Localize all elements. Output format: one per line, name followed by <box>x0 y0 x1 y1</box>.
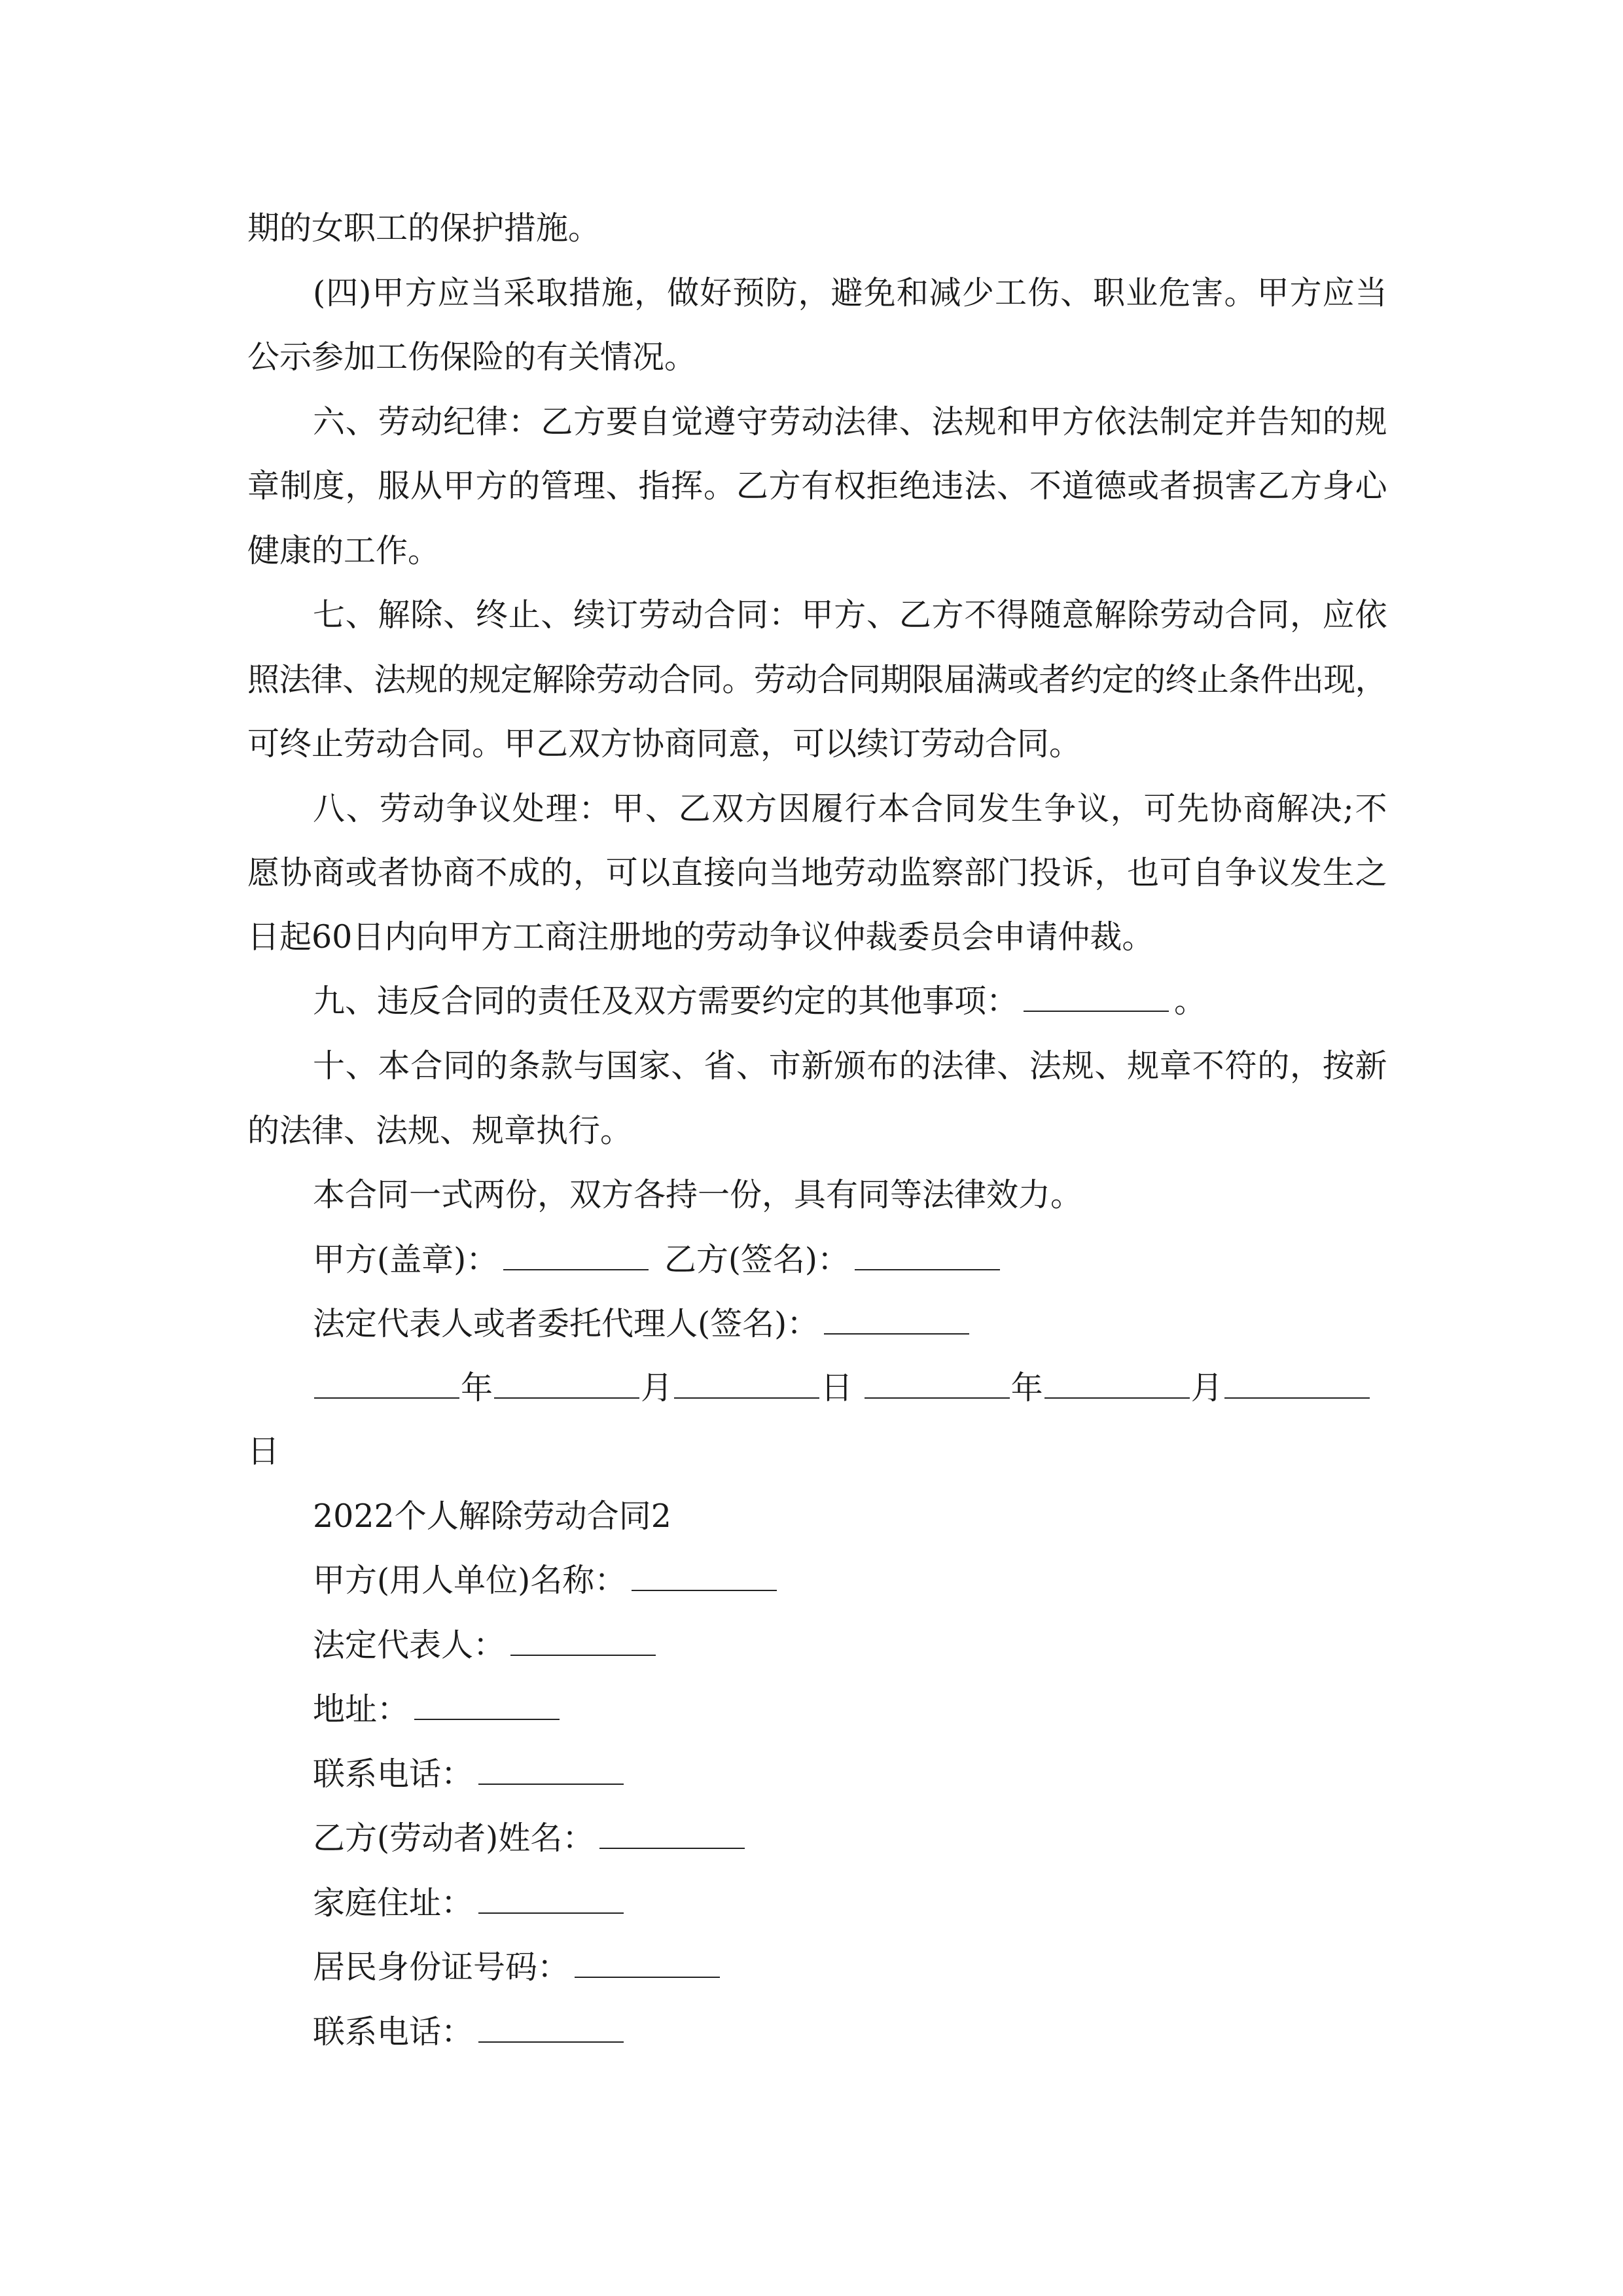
party-b-sign-field[interactable] <box>855 1240 1000 1270</box>
month-field[interactable] <box>1044 1369 1190 1399</box>
form-line <box>247 1946 1386 1988</box>
line-text: 七 、 解 除 、 终 止 、 续 订 劳 动 合 同 ： 甲 方 、 乙 方 不 得 随 意 解 除 劳 动 合 同 ， 应 依 <box>313 596 1386 634</box>
paragraph-line <box>247 272 1386 314</box>
representative-label: 法定代表人或者委托代理人(签名)： <box>313 1305 819 1342</box>
form-line <box>247 2011 1386 2053</box>
year-label: 年 <box>461 1369 493 1407</box>
line-text: 十 、 本 合 同 的 条 款 与 国 家 、 省 、 市 新 颁 布 的 法 律 、 法 规 、 规 章 不 符 的 ， 按 新 <box>313 1047 1386 1085</box>
paragraph-line: 日起60日内向甲方工商注册地的劳动争议仲裁委员会申请仲裁。 <box>247 918 1154 956</box>
month-label: 月 <box>1190 1369 1223 1407</box>
paragraph-line: 的法律、法规、规章执行。 <box>247 1112 633 1149</box>
line-text: 八 、 劳 动 争 议 处 理 ： 甲 、 乙 双 方 因 履 行 本 合 同 发 生 争 议 ， 可 先 协 商 解 决 ; 不 <box>313 790 1386 827</box>
paragraph-line <box>247 852 1386 894</box>
paragraph-line <box>247 788 1386 830</box>
form-line <box>247 1560 1386 1602</box>
paragraph-line <box>247 594 1386 636</box>
legal-rep-label: 法定代表人： <box>313 1626 506 1664</box>
clause-end: 。 <box>1174 982 1207 1020</box>
paragraph-line <box>247 401 1386 443</box>
party-b-sign-label: 乙方(签名)： <box>664 1241 850 1278</box>
paragraph-line <box>247 465 1386 507</box>
party-a-name-label: 甲方(用人单位)名称： <box>313 1562 627 1599</box>
phone-b-label: 联系电话： <box>313 2013 474 2051</box>
form-line <box>247 1818 1386 1859</box>
phone-a-field[interactable] <box>478 1755 624 1785</box>
paragraph-line <box>247 980 1386 1022</box>
party-a-name-field[interactable] <box>632 1561 777 1591</box>
paragraph-line <box>247 1045 1386 1087</box>
address-label: 地址： <box>313 1691 410 1728</box>
form-line <box>247 1753 1386 1795</box>
phone-b-field[interactable] <box>478 2013 624 2043</box>
form-line <box>247 1882 1386 1924</box>
day-field[interactable] <box>1224 1369 1370 1399</box>
section-title: 2022个人解除劳动合同2 <box>313 1498 671 1535</box>
paragraph-line: 本合同一式两份，双方各持一份，具有同等法律效力。 <box>313 1176 1083 1213</box>
day-label: 日 <box>821 1369 853 1407</box>
line-text: 照 法 律 、 法 规 的 规 定 解 除 劳 动 合 同 。 劳 动 合 同 期 限 届 满 或 者 约 定 的 终 止 条 件 出 现 ， <box>247 661 1386 698</box>
phone-a-label: 联系电话： <box>313 1755 474 1793</box>
legal-rep-field[interactable] <box>510 1626 656 1656</box>
line-text: 章 制 度 ， 服 从 甲 方 的 管 理 、 指 挥 。 乙 方 有 权 拒 绝 违 法 、 不 道 德 或 者 损 害 乙 方 身 心 <box>247 467 1386 505</box>
party-a-seal-field[interactable] <box>503 1240 649 1270</box>
month-label: 月 <box>641 1369 673 1407</box>
home-address-label: 家庭住址： <box>313 1884 474 1922</box>
form-line <box>247 1689 1386 1731</box>
paragraph-line <box>247 659 1386 701</box>
year-label: 年 <box>1010 1369 1043 1407</box>
line-text: 愿 协 商 或 者 协 商 不 成 的 ， 可 以 直 接 向 当 地 劳 动 监 察 部 门 投 诉 ， 也 可 自 争 议 发 生 之 <box>247 854 1386 891</box>
signature-line <box>247 1239 1386 1281</box>
day-field[interactable] <box>674 1369 819 1399</box>
line-text: ( 四 ) 甲 方 应 当 采 取 措 施 ， 做 好 预 防 ， 避 免 和 减 少 工 伤 、 职 业 危 害 。 甲 方 应 当 <box>313 274 1386 312</box>
id-number-label: 居民身份证号码： <box>313 1948 570 1986</box>
date-line <box>247 1367 1386 1409</box>
representative-field[interactable] <box>824 1304 969 1335</box>
signature-line <box>247 1303 1386 1345</box>
id-number-field[interactable] <box>575 1948 720 1978</box>
paragraph-line: 健康的工作。 <box>247 532 440 569</box>
paragraph-line: 期的女职工的保护措施。 <box>247 209 601 247</box>
month-field[interactable] <box>494 1369 639 1399</box>
form-line <box>247 1624 1386 1666</box>
home-address-field[interactable] <box>478 1884 624 1914</box>
paragraph-line: 可终止劳动合同。甲乙双方协商同意，可以续订劳动合同。 <box>247 725 1082 762</box>
day-label: 日 <box>247 1433 280 1470</box>
blank-field[interactable] <box>1024 982 1169 1012</box>
party-b-name-field[interactable] <box>599 1819 745 1849</box>
clause-text: 九、违反合同的责任及双方需要约定的其他事项： <box>313 982 1019 1020</box>
line-text: 六 、 劳 动 纪 律 ： 乙 方 要 自 觉 遵 守 劳 动 法 律 、 法 规 和 甲 方 依 法 制 定 并 告 知 的 规 <box>313 403 1386 440</box>
party-b-name-label: 乙方(劳动者)姓名： <box>313 1820 595 1857</box>
address-field[interactable] <box>414 1690 560 1720</box>
party-a-seal-label: 甲方(盖章)： <box>313 1241 499 1278</box>
paragraph-line: 公示参加工伤保险的有关情况。 <box>247 338 697 376</box>
year-field[interactable] <box>314 1369 459 1399</box>
year-field[interactable] <box>865 1369 1010 1399</box>
